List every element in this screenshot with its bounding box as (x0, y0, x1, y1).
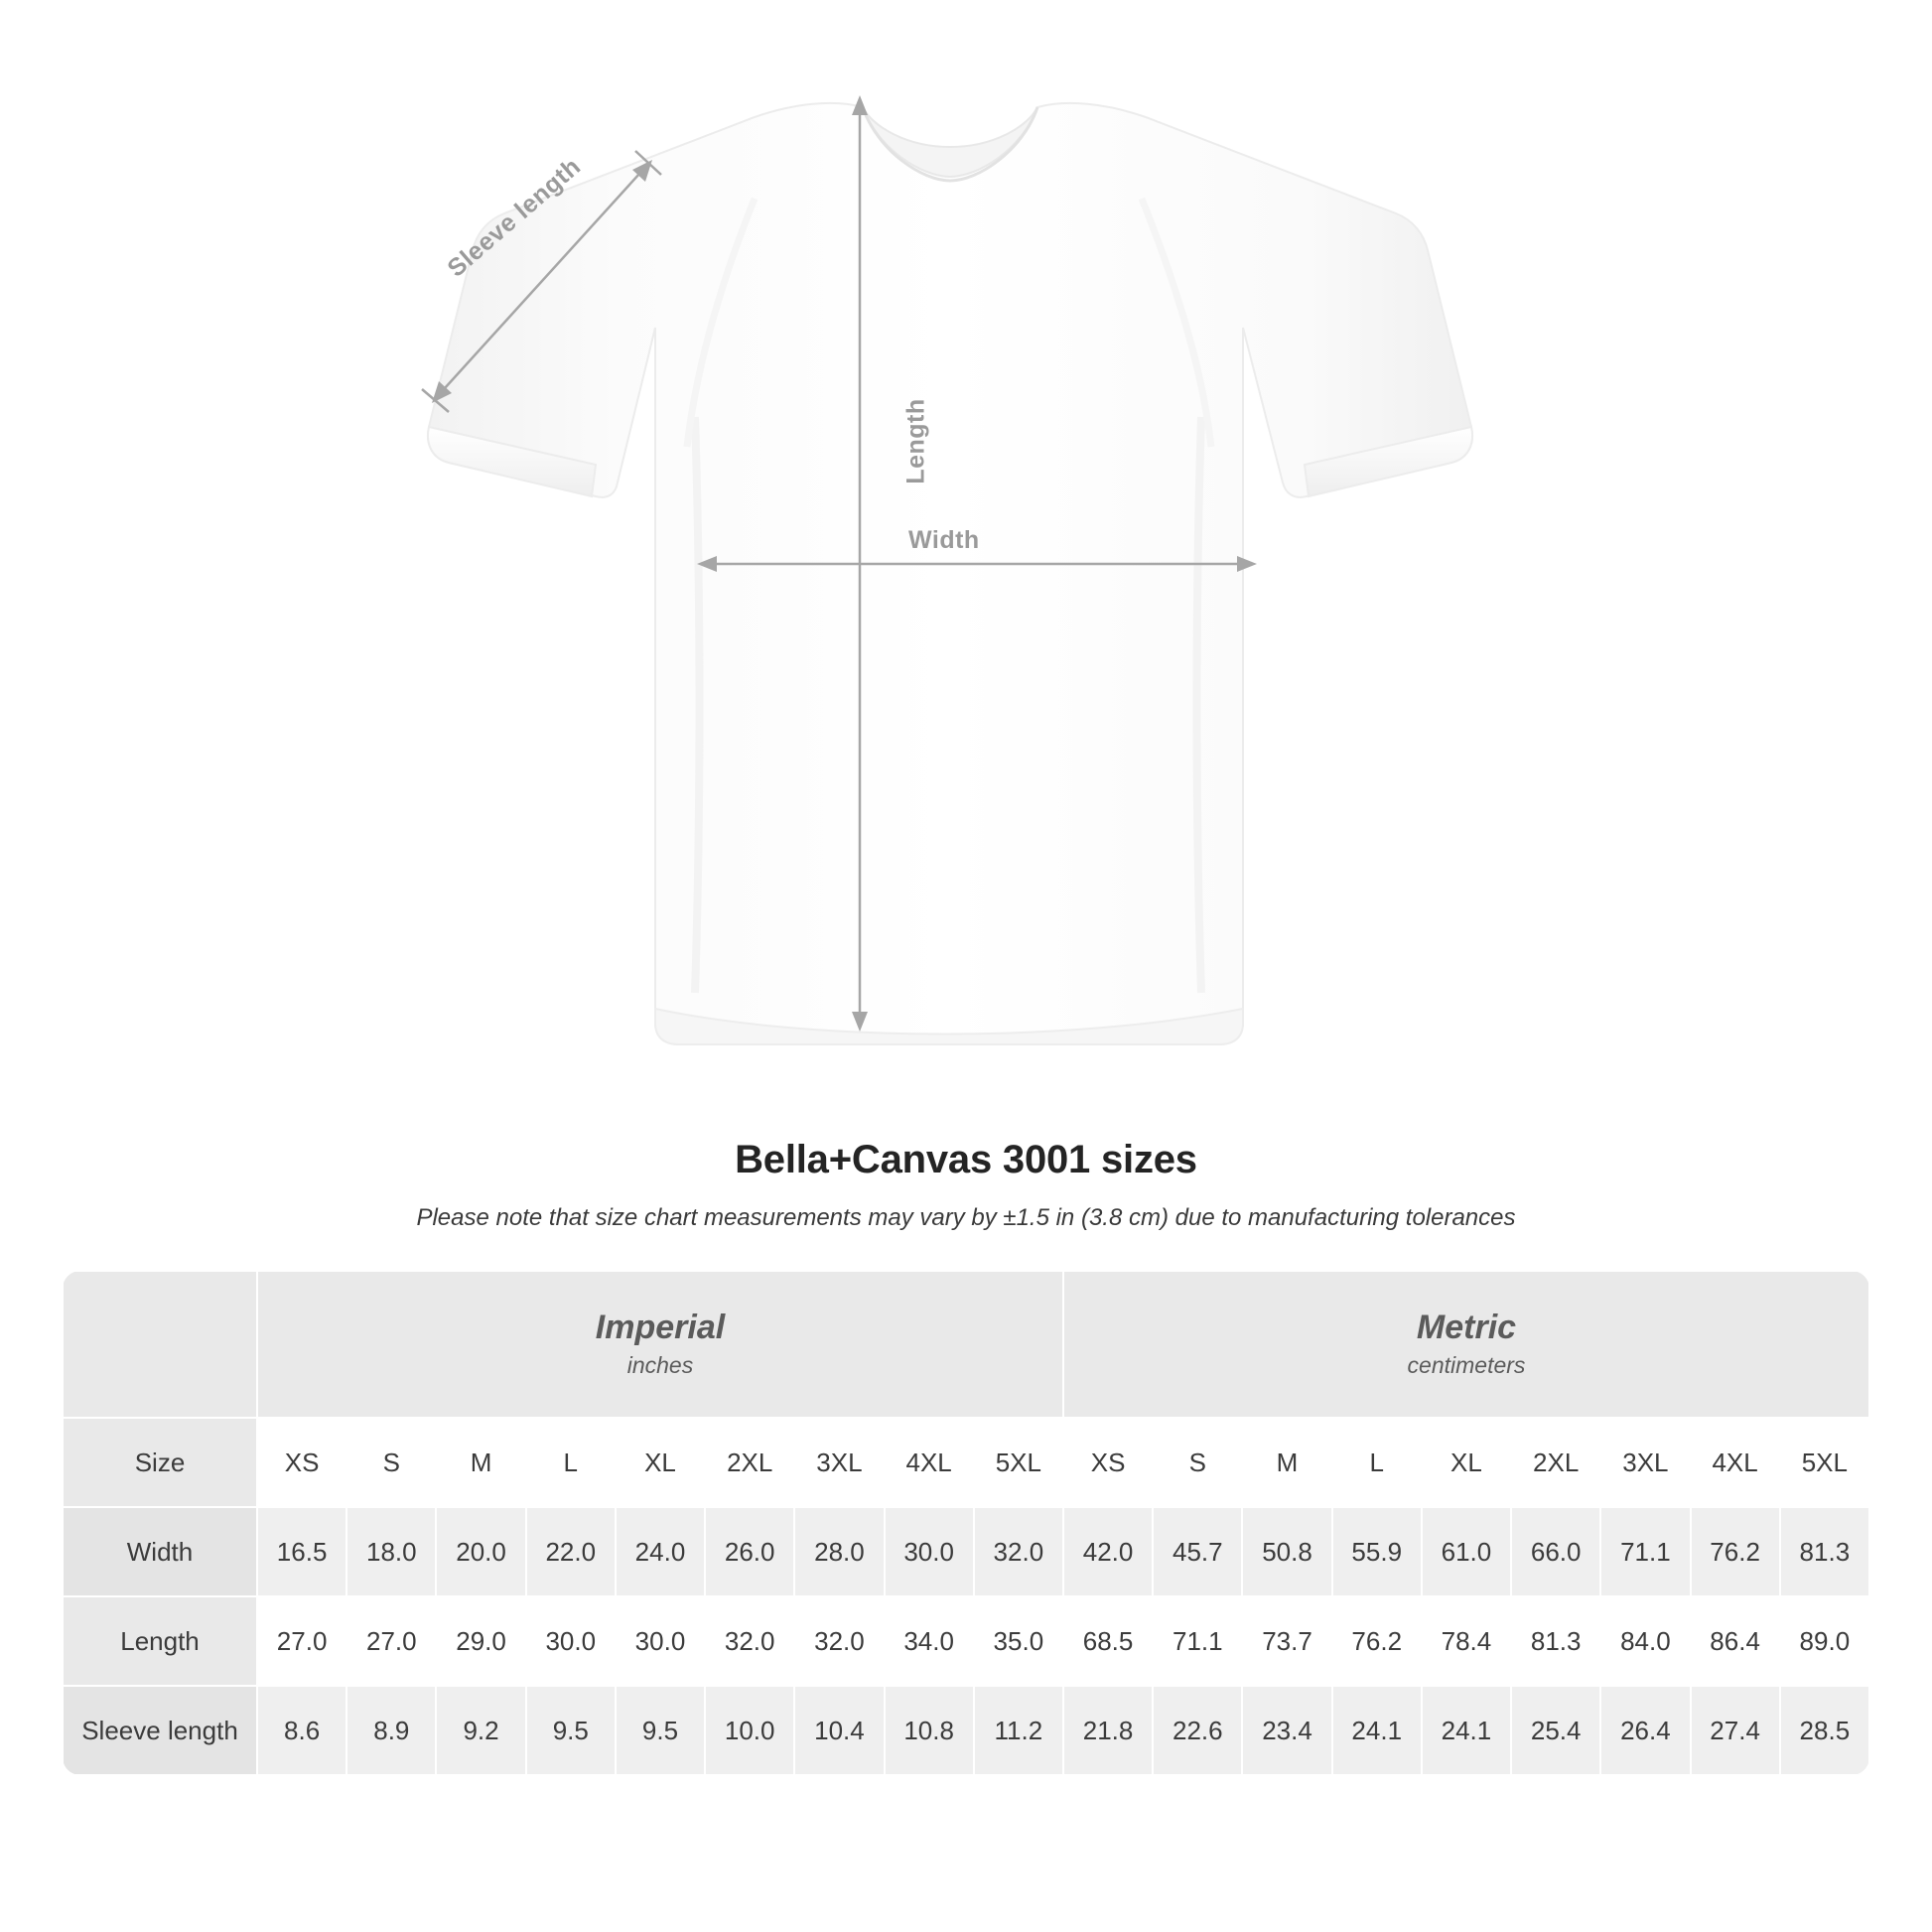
size-header-metric-2xl: 2XL (1511, 1418, 1600, 1507)
cell-length-imperial-xl: 30.0 (616, 1596, 705, 1686)
unit-group-metric (1063, 1271, 1869, 1418)
cell-width-imperial-s: 18.0 (346, 1507, 436, 1596)
size-header-metric-xl: XL (1422, 1418, 1511, 1507)
size-header-imperial-3xl: 3XL (794, 1418, 884, 1507)
cell-length-metric-m: 73.7 (1242, 1596, 1331, 1686)
cell-sleeve-metric-3xl: 26.4 (1600, 1686, 1690, 1775)
unit-group-imperial (257, 1271, 1063, 1418)
size-table-wrapper (62, 1270, 1870, 1776)
size-header-imperial-5xl: 5XL (974, 1418, 1063, 1507)
row-label-length: Length (63, 1596, 257, 1686)
cell-sleeve-metric-5xl: 28.5 (1780, 1686, 1869, 1775)
cell-width-metric-s: 45.7 (1153, 1507, 1242, 1596)
cell-sleeve-metric-s: 22.6 (1153, 1686, 1242, 1775)
row-label-sleeve-length: Sleeve length (63, 1686, 257, 1775)
cell-length-imperial-5xl: 35.0 (974, 1596, 1063, 1686)
cell-sleeve-imperial-5xl: 11.2 (974, 1686, 1063, 1775)
cell-width-imperial-m: 20.0 (436, 1507, 525, 1596)
cell-width-metric-m: 50.8 (1242, 1507, 1331, 1596)
cell-width-imperial-l: 22.0 (526, 1507, 616, 1596)
cell-sleeve-imperial-s: 8.9 (346, 1686, 436, 1775)
cell-length-imperial-4xl: 34.0 (885, 1596, 974, 1686)
tshirt-shape (428, 103, 1472, 1044)
cell-length-imperial-m: 29.0 (436, 1596, 525, 1686)
corner-cell (63, 1271, 257, 1418)
length-label: Length (901, 398, 930, 484)
cell-width-imperial-4xl: 30.0 (885, 1507, 974, 1596)
size-header-imperial-l: L (526, 1418, 616, 1507)
size-header-metric-s: S (1153, 1418, 1242, 1507)
title-block (0, 1138, 1932, 1232)
cell-sleeve-metric-xl: 24.1 (1422, 1686, 1511, 1775)
width-label: Width (908, 526, 980, 554)
row-label-width: Width (63, 1507, 257, 1596)
page-title: Bella+Canvas 3001 sizes (735, 1138, 1197, 1181)
cell-width-metric-5xl: 81.3 (1780, 1507, 1869, 1596)
cell-length-metric-xl: 78.4 (1422, 1596, 1511, 1686)
cell-sleeve-imperial-3xl: 10.4 (794, 1686, 884, 1775)
cell-width-metric-xl: 61.0 (1422, 1507, 1511, 1596)
size-header-metric-m: M (1242, 1418, 1331, 1507)
cell-sleeve-imperial-2xl: 10.0 (705, 1686, 794, 1775)
cell-sleeve-imperial-l: 9.5 (526, 1686, 616, 1775)
size-header-imperial-4xl: 4XL (885, 1418, 974, 1507)
table-row-width (63, 1507, 1869, 1596)
cell-length-metric-5xl: 89.0 (1780, 1596, 1869, 1686)
cell-width-imperial-3xl: 28.0 (794, 1507, 884, 1596)
cell-sleeve-metric-4xl: 27.4 (1691, 1686, 1780, 1775)
unit-group-metric-sub: centimeters (1407, 1352, 1526, 1378)
cell-length-metric-s: 71.1 (1153, 1596, 1242, 1686)
cell-length-imperial-xs: 27.0 (257, 1596, 346, 1686)
size-header-imperial-2xl: 2XL (705, 1418, 794, 1507)
sleeve-length-label: Sleeve length (442, 152, 587, 283)
size-header-imperial-m: M (436, 1418, 525, 1507)
cell-sleeve-imperial-xl: 9.5 (616, 1686, 705, 1775)
size-header-metric-5xl: 5XL (1780, 1418, 1869, 1507)
cell-width-metric-2xl: 66.0 (1511, 1507, 1600, 1596)
cell-width-metric-4xl: 76.2 (1691, 1507, 1780, 1596)
unit-group-metric-name: Metric (1416, 1308, 1517, 1346)
size-header-label: Size (63, 1418, 257, 1507)
cell-sleeve-imperial-4xl: 10.8 (885, 1686, 974, 1775)
cell-length-imperial-2xl: 32.0 (705, 1596, 794, 1686)
cell-sleeve-metric-m: 23.4 (1242, 1686, 1331, 1775)
table-row-sleeve-length (63, 1686, 1869, 1775)
cell-length-metric-xs: 68.5 (1063, 1596, 1153, 1686)
size-header-metric-xs: XS (1063, 1418, 1153, 1507)
size-header-metric-l: L (1332, 1418, 1422, 1507)
cell-width-imperial-xl: 24.0 (616, 1507, 705, 1596)
tolerance-note: Please note that size chart measurements may vary by ±1.5 in (3.8 cm) due to manufacturing tolerances (416, 1204, 1516, 1231)
cell-sleeve-metric-xs: 21.8 (1063, 1686, 1153, 1775)
cell-length-metric-l: 76.2 (1332, 1596, 1422, 1686)
cell-width-metric-xs: 42.0 (1063, 1507, 1153, 1596)
cell-width-imperial-xs: 16.5 (257, 1507, 346, 1596)
cell-width-metric-l: 55.9 (1332, 1507, 1422, 1596)
size-header-imperial-s: S (346, 1418, 436, 1507)
table-size-header-row (63, 1418, 1869, 1507)
cell-length-metric-3xl: 84.0 (1600, 1596, 1690, 1686)
unit-group-imperial-name: Imperial (595, 1308, 726, 1346)
cell-sleeve-metric-2xl: 25.4 (1511, 1686, 1600, 1775)
cell-sleeve-metric-l: 24.1 (1332, 1686, 1422, 1775)
cell-length-metric-2xl: 81.3 (1511, 1596, 1600, 1686)
size-header-metric-3xl: 3XL (1600, 1418, 1690, 1507)
cell-length-imperial-s: 27.0 (346, 1596, 436, 1686)
cell-width-imperial-2xl: 26.0 (705, 1507, 794, 1596)
cell-sleeve-imperial-xs: 8.6 (257, 1686, 346, 1775)
cell-sleeve-imperial-m: 9.2 (436, 1686, 525, 1775)
table-unit-header-row (63, 1271, 1869, 1418)
cell-length-metric-4xl: 86.4 (1691, 1596, 1780, 1686)
cell-width-metric-3xl: 71.1 (1600, 1507, 1690, 1596)
unit-group-imperial-sub: inches (626, 1352, 694, 1378)
size-header-imperial-xs: XS (257, 1418, 346, 1507)
size-header-imperial-xl: XL (616, 1418, 705, 1507)
table-row-length (63, 1596, 1869, 1686)
size-header-metric-4xl: 4XL (1691, 1418, 1780, 1507)
cell-length-imperial-3xl: 32.0 (794, 1596, 884, 1686)
cell-width-imperial-5xl: 32.0 (974, 1507, 1063, 1596)
size-table (62, 1270, 1870, 1776)
cell-length-imperial-l: 30.0 (526, 1596, 616, 1686)
